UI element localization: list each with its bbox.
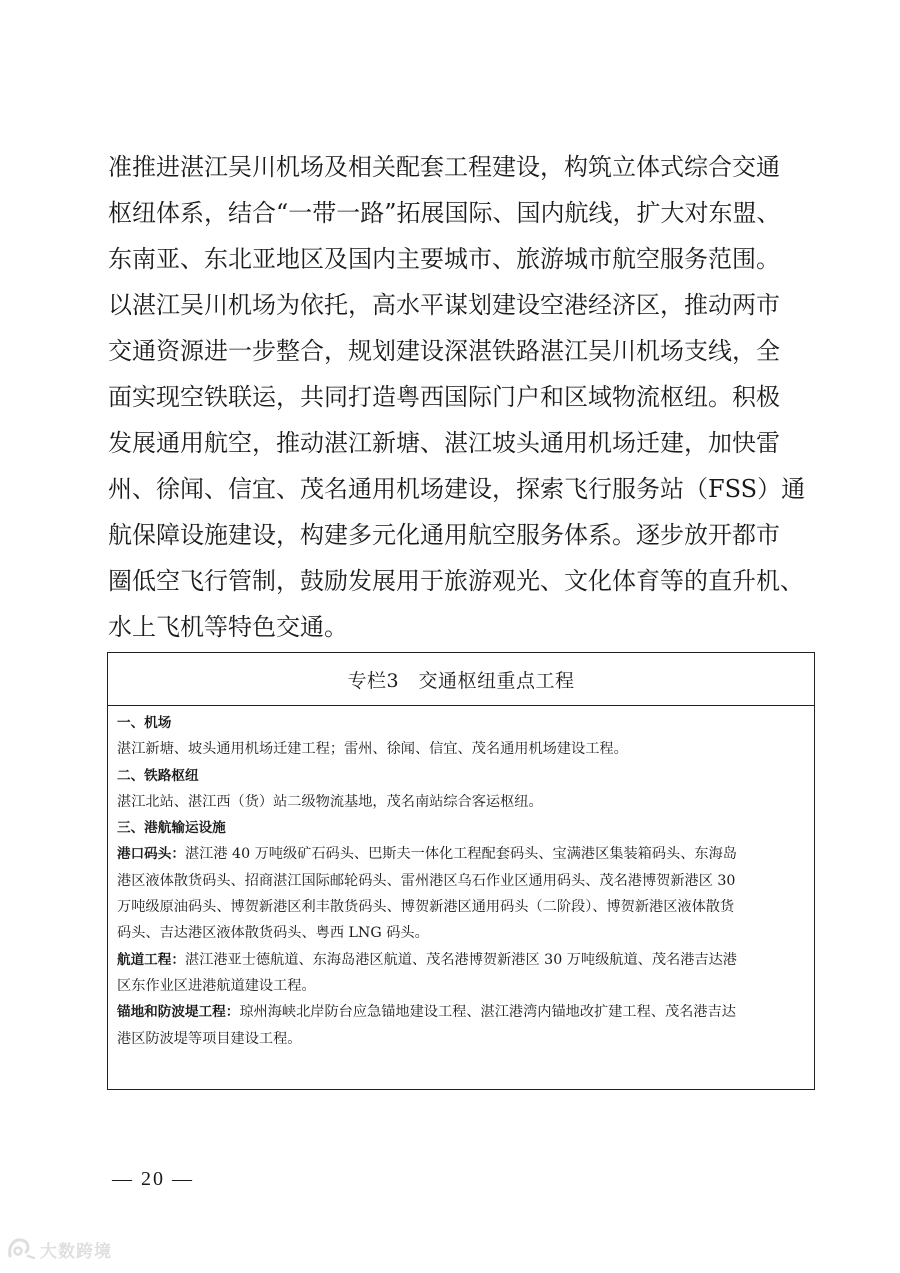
ports-line: 码头、吉达港区液体散货码头、粤西 LNG 码头。 — [117, 925, 429, 942]
anchor-line: 港区防波堤等项目建设工程。 — [117, 1030, 302, 1047]
body-paragraph — [108, 144, 808, 650]
page-number: — 20 — — [112, 1168, 194, 1190]
column-box — [107, 652, 815, 1090]
body-line: 发展通用航空，推动湛江新塘、湛江坡头通用机场迁建，加快雷 — [108, 429, 780, 457]
anchor-label: 锚地和防波堤工程： — [117, 1004, 240, 1021]
channel-line — [117, 947, 814, 973]
section-heading-airport: 一、机场 — [117, 715, 172, 731]
ports-text: 湛江港 40 万吨级矿石码头、巴斯夫一体化工程配套码头、宝满港区集装箱码头、东海岛 — [184, 846, 737, 863]
ports-line: 万吨级原油码头、博贺新港区利丰散货码头、博贺新港区通用码头（二阶段）、博贺新港区液体散货 — [117, 899, 735, 916]
ports-line: 港区液体散货码头、招商湛江国际邮轮码头、雷州港区乌石作业区通用码头、茂名港博贺新港区 30 — [117, 872, 736, 889]
body-line: 交通资源进一步整合，规划建设深湛铁路湛江吴川机场支线，全 — [108, 337, 780, 365]
channel-text: 湛江港亚士德航道、东海岛港区航道、茂名港博贺新港区 30 万吨级航道、茂名港吉达港 — [184, 951, 737, 968]
body-line: 准推进湛江吴川机场及相关配套工程建设，构筑立体式综合交通 — [108, 153, 780, 181]
anchor-text: 琼州海峡北岸防台应急锚地建设工程、湛江港湾内锚地改扩建工程、茂名港吉达 — [239, 1004, 736, 1021]
ports-line — [117, 841, 814, 867]
box-title: 专栏3 交通枢纽重点工程 — [108, 653, 814, 706]
section-heading-port: 三、港航输运设施 — [117, 820, 226, 837]
watermark-logo-icon — [6, 1236, 36, 1262]
body-line: 州、徐闻、信宜、茂名通用机场建设，探索飞行服务站（FSS）通 — [108, 475, 806, 503]
anchor-line — [117, 999, 814, 1025]
body-line: 面实现空铁联运，共同打造粤西国际门户和区域物流枢纽。积极 — [108, 383, 780, 411]
section-heading-railway: 二、铁路枢纽 — [117, 767, 199, 784]
watermark-text: 大数跨境 — [40, 1241, 112, 1262]
body-line: 航保障设施建设，构建多元化通用航空服务体系。逐步放开都市 — [108, 521, 780, 549]
channel-label: 航道工程： — [117, 951, 185, 968]
body-line: 枢纽体系，结合“一带一路”拓展国际、国内航线，扩大对东盟、 — [108, 199, 781, 227]
channel-line: 区东作业区进港航道建设工程。 — [117, 977, 316, 994]
body-line: 东南亚、东北亚地区及国内主要城市、旅游城市航空服务范围。 — [108, 245, 780, 273]
body-line: 水上飞机等特色交通。 — [108, 613, 348, 641]
box-content — [108, 706, 814, 1052]
section-text-airport: 湛江新塘、坡头通用机场迁建工程；雷州、徐闻、信宜、茂名通用机场建设工程。 — [117, 741, 628, 758]
watermark — [6, 1236, 112, 1262]
body-line: 以湛江吴川机场为依托，高水平谋划建设空港经济区，推动两市 — [108, 291, 780, 319]
body-line: 圈低空飞行管制，鼓励发展用于旅游观光、文化体育等的直升机、 — [108, 567, 804, 595]
section-text-railway: 湛江北站、湛江西（货）站二级物流基地，茂名南站综合客运枢纽。 — [117, 793, 543, 810]
ports-label: 港口码头： — [117, 846, 185, 863]
